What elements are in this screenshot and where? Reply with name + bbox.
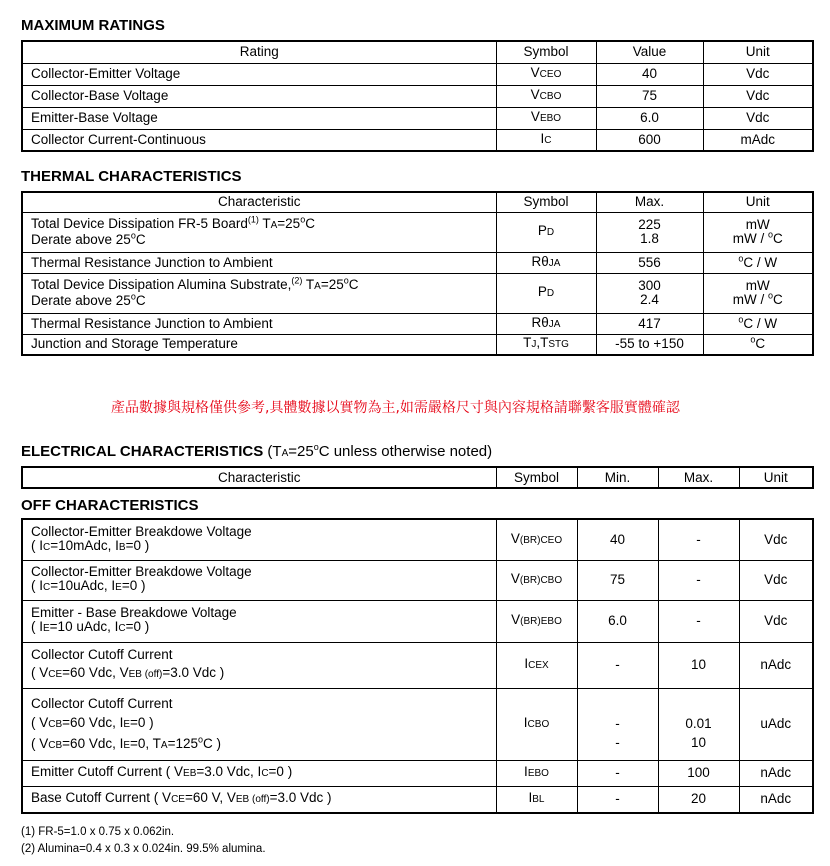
symbol-cell: TJ,TSTG [496, 334, 596, 355]
table-header-row [22, 41, 813, 63]
symbol-cell: VCBO [496, 85, 596, 107]
symbol-cell: V(BR)CEO [496, 519, 577, 560]
max-cell: 300 2.4 [596, 273, 703, 313]
min-cell: 40 [577, 519, 658, 560]
table-row [22, 786, 813, 813]
characteristic-cell: Thermal Resistance Junction to Ambient [22, 252, 496, 273]
off-table [21, 518, 814, 814]
table-row [22, 252, 813, 273]
header-value: Value [596, 41, 703, 63]
symbol-cell: VEBO [496, 107, 596, 129]
symbol-cell: IBL [496, 786, 577, 813]
unit-cell: Vdc [703, 107, 813, 129]
max-cell: 100 [658, 760, 739, 786]
rating-cell: Emitter-Base Voltage [22, 107, 496, 129]
table-row [22, 313, 813, 334]
unit-cell: nAdc [739, 760, 813, 786]
symbol-cell: PD [496, 212, 596, 252]
max-cell: -55 to +150 [596, 334, 703, 355]
header-max: Max. [658, 467, 739, 488]
header-characteristic: Characteristic [22, 467, 496, 488]
characteristic-cell: Collector-Emitter Breakdowe Voltage ( IC=10mAdc, IB=0 ) [22, 519, 496, 560]
characteristic-cell: Collector Cutoff Current ( VCB=60 Vdc, IE=0 ) ( VCB=60 Vdc, IE=0, $TA=125^oC$ ) [22, 688, 496, 760]
table-row [22, 600, 813, 642]
min-cell: - [577, 642, 658, 688]
unit-cell: Vdc [739, 519, 813, 560]
footnote-1: (1) FR-5=1.0 x 0.75 x 0.062in. [21, 826, 175, 838]
symbol-cell: PD [496, 273, 596, 313]
unit-cell: Vdc [703, 63, 813, 85]
symbol-cell: ICEX [496, 642, 577, 688]
value-cell: 75 [596, 85, 703, 107]
table-row [22, 560, 813, 600]
symbol-cell: IEBO [496, 760, 577, 786]
off-title: OFF CHARACTERISTICS [21, 497, 199, 514]
unit-cell: Vdc [703, 85, 813, 107]
unit-cell: mW mW / $^o$C [703, 212, 813, 252]
table-row [22, 519, 813, 560]
characteristic-cell: Emitter - Base Breakdowe Voltage ( IE=10 uAdc, IC=0 ) [22, 600, 496, 642]
min-cell: 75 [577, 560, 658, 600]
characteristic-cell: Collector Cutoff Current ( VCE=60 Vdc, VEB (off)=3.0 Vdc ) [22, 642, 496, 688]
max-cell: 417 [596, 313, 703, 334]
rating-cell: Collector-Base Voltage [22, 85, 496, 107]
symbol-cell: VCEO [496, 63, 596, 85]
value-cell: 600 [596, 129, 703, 151]
unit-cell: nAdc [739, 786, 813, 813]
max-cell: - [658, 560, 739, 600]
max-ratings-title: MAXIMUM RATINGS [21, 17, 165, 34]
header-rating: Rating [22, 41, 496, 63]
max-cell: 10 [658, 642, 739, 688]
max-cell: - [658, 600, 739, 642]
symbol-cell: ICBO [496, 688, 577, 760]
min-cell: 6.0 [577, 600, 658, 642]
unit-cell: $^o$C / W [703, 252, 813, 273]
unit-cell: Vdc [739, 600, 813, 642]
table-row [22, 129, 813, 151]
footnote-2: (2) Alumina=0.4 x 0.3 x 0.024in. 99.5% alumina. [21, 843, 266, 855]
header-symbol: Symbol [496, 41, 596, 63]
unit-cell: mW mW / $^o$C [703, 273, 813, 313]
unit-cell: Vdc [739, 560, 813, 600]
max-cell: 225 1.8 [596, 212, 703, 252]
table-row [22, 63, 813, 85]
table-header-row [22, 192, 813, 212]
max-cell: 20 [658, 786, 739, 813]
characteristic-cell: Total Device Dissipation Alumina Substrate,$^{(2)}$ $TA=25^oC$ Derate above 25$^o$C [22, 273, 496, 313]
header-max: Max. [596, 192, 703, 212]
symbol-cell: V(BR)EBO [496, 600, 577, 642]
table-row [22, 212, 813, 252]
max-cell: 0.01 10 [658, 688, 739, 760]
table-row [22, 642, 813, 688]
thermal-title: THERMAL CHARACTERISTICS [21, 168, 242, 185]
table-row [22, 760, 813, 786]
header-unit: Unit [739, 467, 813, 488]
table-row [22, 334, 813, 355]
header-characteristic: Characteristic [22, 192, 496, 212]
header-symbol: Symbol [496, 192, 596, 212]
electrical-title: ELECTRICAL CHARACTERISTICS ($TA=25^oC$ unless otherwise noted) [21, 442, 493, 460]
unit-cell: $^o$C / W [703, 313, 813, 334]
unit-cell: uAdc [739, 688, 813, 760]
characteristic-cell: Thermal Resistance Junction to Ambient [22, 313, 496, 334]
value-cell: 6.0 [596, 107, 703, 129]
unit-cell: $^o$C [703, 334, 813, 355]
table-row [22, 107, 813, 129]
table-header-row [22, 467, 813, 488]
thermal-table [21, 191, 814, 356]
symbol-cell: RθJA [496, 313, 596, 334]
min-cell: - - [577, 688, 658, 760]
header-unit: Unit [703, 192, 813, 212]
characteristic-cell: Base Cutoff Current ( VCE=60 V, VEB (off)=3.0 Vdc ) [22, 786, 496, 813]
symbol-cell: IC [496, 129, 596, 151]
header-symbol: Symbol [496, 467, 577, 488]
max-cell: 556 [596, 252, 703, 273]
rating-cell: Collector-Emitter Voltage [22, 63, 496, 85]
characteristic-cell: Total Device Dissipation FR-5 Board$^{(1)}$ $TA=25^oC$ Derate above 25$^o$C [22, 212, 496, 252]
max-ratings-table [21, 40, 814, 152]
header-unit: Unit [703, 41, 813, 63]
table-row [22, 688, 813, 760]
unit-cell: nAdc [739, 642, 813, 688]
electrical-header-table [21, 466, 814, 489]
characteristic-cell: Emitter Cutoff Current ( VEB=3.0 Vdc, IC=0 ) [22, 760, 496, 786]
rating-cell: Collector Current-Continuous [22, 129, 496, 151]
symbol-cell: RθJA [496, 252, 596, 273]
unit-cell: mAdc [703, 129, 813, 151]
value-cell: 40 [596, 63, 703, 85]
symbol-cell: V(BR)CBO [496, 560, 577, 600]
max-cell: - [658, 519, 739, 560]
min-cell: - [577, 786, 658, 813]
header-min: Min. [577, 467, 658, 488]
characteristic-cell: Collector-Emitter Breakdowe Voltage ( IC=10uAdc, IE=0 ) [22, 560, 496, 600]
table-row [22, 85, 813, 107]
notice-text: 產品數據與規格僅供參考,具體數據以實物為主,如需嚴格尺寸與內容規格請聯繫客服實體確認 [111, 400, 680, 416]
table-row [22, 273, 813, 313]
min-cell: - [577, 760, 658, 786]
characteristic-cell: Junction and Storage Temperature [22, 334, 496, 355]
